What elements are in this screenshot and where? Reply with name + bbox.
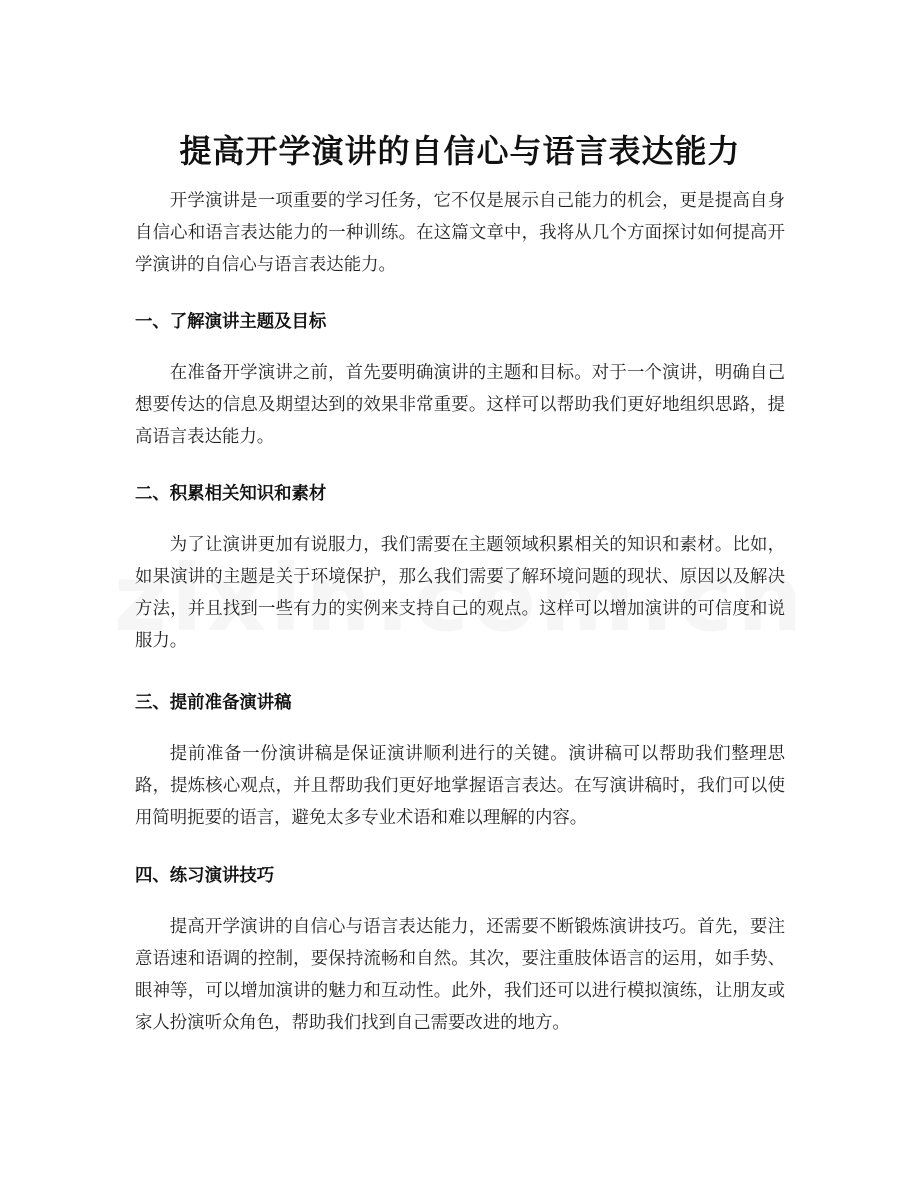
page-title: 提高开学演讲的自信心与语言表达能力 xyxy=(179,132,741,171)
section-heading-2: 二、积累相关知识和素材 xyxy=(135,484,327,504)
intro-paragraph: 开学演讲是一项重要的学习任务，它不仅是展示自己能力的机会，更是提高自身自信心和语言表达能力的一种训练。在这篇文章中，我将从几个方面探讨如何提高开学演讲的自信心与语言表达能力。 xyxy=(135,191,785,275)
section-body-3: 提前准备一份演讲稿是保证演讲顺利进行的关键。演讲稿可以帮助我们整理思路，提炼核心观点，并且帮助我们更好地掌握语言表达。在写演讲稿时，我们可以使用简明扼要的语言，避免太多专业术语和难以理解的内容。 xyxy=(135,744,785,828)
section-heading-3: 三、提前准备演讲稿 xyxy=(135,693,292,713)
section-body-4: 提高开学演讲的自信心与语言表达能力，还需要不断锻炼演讲技巧。首先，要注意语速和语调的控制，要保持流畅和自然。其次，要注重肢体语言的运用，如手势、眼神等，可以增加演讲的魅力和互动性。此外，我们还可以进行模拟演练，让朋友或家人扮演听众角色，帮助我们找到自己需要改进的地方。 xyxy=(135,917,785,1033)
section-body-1: 在准备开学演讲之前，首先要明确演讲的主题和目标。对于一个演讲，明确自己想要传达的信息及期望达到的效果非常重要。这样可以帮助我们更好地组织思路，提高语言表达能力。 xyxy=(135,363,785,447)
section-body-2: 为了让演讲更加有说服力，我们需要在主题领域积累相关的知识和素材。比如，如果演讲的主题是关于环境保护，那么我们需要了解环境问题的现状、原因以及解决方法，并且找到一些有力的实例来支持自己的观点。这样可以增加演讲的可信度和说服力。 xyxy=(135,535,785,651)
section-heading-4: 四、练习演讲技巧 xyxy=(135,866,275,886)
section-heading-1: 一、了解演讲主题及目标 xyxy=(135,312,327,332)
